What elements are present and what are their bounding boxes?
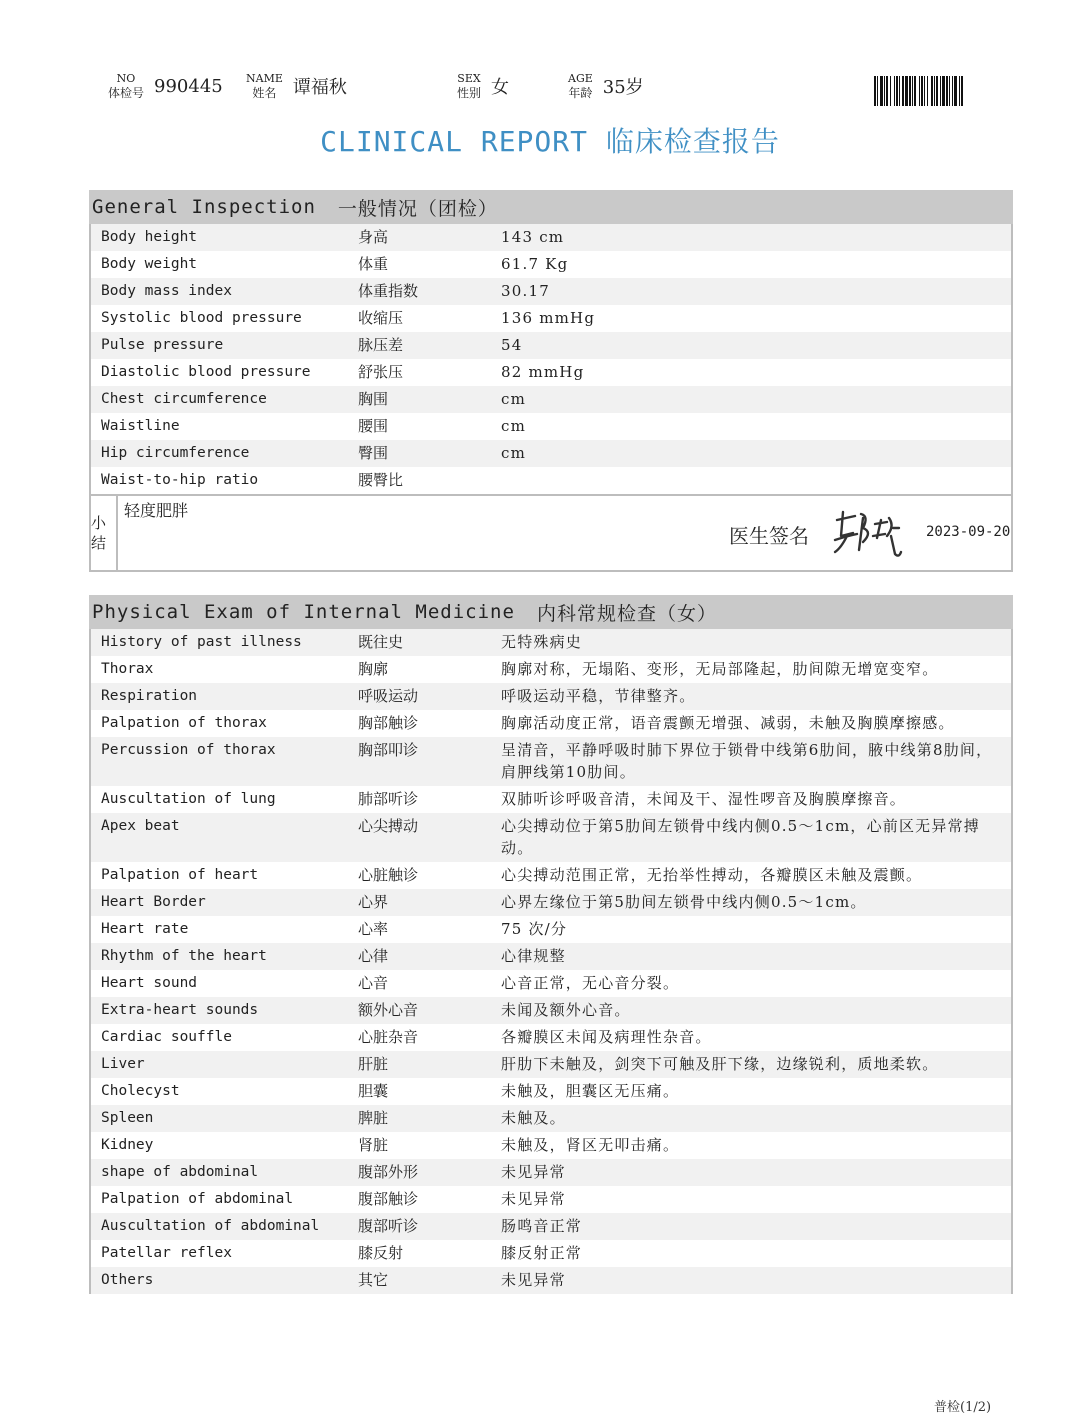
exam-number-value: 990445 bbox=[154, 75, 223, 97]
item-name-zh: 臀围 bbox=[358, 444, 389, 462]
item-value: 无特殊病史 bbox=[501, 633, 583, 651]
item-name-en: Body mass index bbox=[101, 283, 232, 299]
item-name-en: Hip circumference bbox=[101, 445, 250, 461]
general-inspection-header bbox=[89, 190, 1013, 224]
internal-medicine-row bbox=[91, 943, 1011, 970]
internal-medicine-row bbox=[91, 970, 1011, 997]
item-name-en: Liver bbox=[101, 1056, 145, 1072]
item-value: 肠鸣音正常 bbox=[501, 1217, 583, 1235]
general-inspection-row bbox=[91, 251, 1011, 278]
patient-name-field bbox=[246, 72, 347, 100]
item-value: 未见异常 bbox=[501, 1163, 566, 1181]
internal-medicine-rows bbox=[91, 629, 1011, 1294]
general-inspection-row bbox=[91, 305, 1011, 332]
general-inspection-title-en: General Inspection bbox=[92, 196, 316, 218]
item-name-en: Thorax bbox=[101, 661, 154, 677]
item-name-en: Palpation of thorax bbox=[101, 715, 267, 731]
item-name-en: Apex beat bbox=[101, 818, 180, 834]
item-value: 54 bbox=[501, 336, 523, 354]
item-value: 未触及。 bbox=[501, 1109, 566, 1127]
item-value: 膝反射正常 bbox=[501, 1244, 583, 1262]
item-value: 心律规整 bbox=[501, 947, 566, 965]
item-value: 心界左缘位于第5肋间左锁骨中线内侧0.5～1cm。 bbox=[501, 893, 867, 911]
item-name-zh: 心律 bbox=[358, 947, 389, 965]
internal-medicine-row bbox=[91, 1051, 1011, 1078]
internal-medicine-row bbox=[91, 1267, 1011, 1294]
internal-medicine-title-zh: 内科常规检查（女） bbox=[536, 602, 717, 625]
internal-medicine-row bbox=[91, 916, 1011, 943]
general-inspection-row bbox=[91, 386, 1011, 413]
item-name-en: shape of abdominal bbox=[101, 1164, 259, 1180]
item-name-en: Extra-heart sounds bbox=[101, 1002, 259, 1018]
internal-medicine-section bbox=[89, 595, 1013, 1294]
item-value: 心音正常，无心音分裂。 bbox=[501, 974, 680, 992]
item-name-zh: 舒张压 bbox=[358, 363, 404, 381]
internal-medicine-row bbox=[91, 710, 1011, 737]
item-name-zh: 身高 bbox=[358, 228, 389, 246]
internal-medicine-row bbox=[91, 786, 1011, 813]
item-name-en: Cholecyst bbox=[101, 1083, 180, 1099]
internal-medicine-row bbox=[91, 997, 1011, 1024]
item-name-zh: 脉压差 bbox=[358, 336, 404, 354]
item-name-en: Chest circumference bbox=[101, 391, 267, 407]
item-value: 呼吸运动平稳，节律整齐。 bbox=[501, 687, 696, 705]
item-name-zh: 胸廓 bbox=[358, 660, 389, 678]
item-name-zh: 腹部触诊 bbox=[358, 1190, 419, 1208]
item-name-zh: 心界 bbox=[358, 893, 389, 911]
item-value: cm bbox=[501, 390, 527, 408]
internal-medicine-row bbox=[91, 629, 1011, 656]
item-name-zh: 腰围 bbox=[358, 417, 389, 435]
item-name-zh: 心脏触诊 bbox=[358, 866, 419, 884]
patient-name-label: NAME 姓名 bbox=[246, 72, 283, 100]
item-name-zh: 其它 bbox=[358, 1271, 389, 1289]
summary-label: 小结 bbox=[91, 496, 118, 570]
internal-medicine-row bbox=[91, 683, 1011, 710]
item-value: 30.17 bbox=[501, 282, 550, 300]
item-name-en: Pulse pressure bbox=[101, 337, 224, 353]
summary-box bbox=[91, 494, 1011, 572]
signature-label: 医生签名 bbox=[729, 524, 809, 548]
internal-medicine-row bbox=[91, 1240, 1011, 1267]
signature-date: 2023-09-20 bbox=[926, 524, 1011, 540]
item-value: cm bbox=[501, 417, 527, 435]
item-name-zh: 腹部外形 bbox=[358, 1163, 419, 1181]
internal-medicine-row bbox=[91, 889, 1011, 916]
item-name-zh: 心音 bbox=[358, 974, 389, 992]
item-name-en: Auscultation of abdominal bbox=[101, 1218, 320, 1234]
internal-medicine-row bbox=[91, 1213, 1011, 1240]
item-value: 未触及，肾区无叩击痛。 bbox=[501, 1136, 680, 1154]
item-name-en: Palpation of heart bbox=[101, 867, 259, 883]
internal-medicine-title-en: Physical Exam of Internal Medicine bbox=[92, 601, 515, 623]
internal-medicine-row bbox=[91, 1105, 1011, 1132]
item-value: 心尖搏动位于第5肋间左锁骨中线内侧0.5～1cm，心前区无异常搏动。 bbox=[501, 817, 980, 857]
item-value: 136 mmHg bbox=[501, 309, 596, 327]
item-name-en: Cardiac souffle bbox=[101, 1029, 232, 1045]
age-value: 35岁 bbox=[602, 77, 644, 98]
item-value: 75 次/分 bbox=[501, 920, 568, 938]
item-name-en: Spleen bbox=[101, 1110, 154, 1126]
item-value: 胸廓对称，无塌陷、变形，无局部隆起，肋间隙无增宽变窄。 bbox=[501, 660, 939, 678]
item-name-zh: 心尖搏动 bbox=[358, 817, 419, 835]
general-inspection-row bbox=[91, 332, 1011, 359]
item-name-zh: 胸部触诊 bbox=[358, 714, 419, 732]
item-value: 未见异常 bbox=[501, 1271, 566, 1289]
item-value: 143 cm bbox=[501, 228, 565, 246]
exam-number-field bbox=[108, 72, 223, 100]
item-name-zh: 收缩压 bbox=[358, 309, 404, 327]
item-value: 双肺听诊呼吸音清，未闻及干、湿性啰音及胸膜摩擦音。 bbox=[501, 790, 907, 808]
sex-label: SEX 性别 bbox=[457, 72, 482, 100]
patient-name-value: 谭福秋 bbox=[292, 77, 347, 98]
item-name-zh: 胸围 bbox=[358, 390, 389, 408]
item-name-en: Heart rate bbox=[101, 921, 189, 937]
item-name-en: Diastolic blood pressure bbox=[101, 364, 311, 380]
item-name-zh: 腰臀比 bbox=[358, 471, 404, 489]
item-name-en: Auscultation of lung bbox=[101, 791, 276, 807]
item-name-zh: 脾脏 bbox=[358, 1109, 389, 1127]
barcode bbox=[874, 76, 1016, 106]
general-inspection-rows bbox=[91, 224, 1011, 494]
age-field bbox=[568, 72, 644, 100]
item-name-en: Respiration bbox=[101, 688, 198, 704]
general-inspection-row bbox=[91, 359, 1011, 386]
exam-number-label: NO 体检号 bbox=[108, 72, 145, 100]
item-name-zh: 胆囊 bbox=[358, 1082, 389, 1100]
sex-value: 女 bbox=[491, 77, 510, 98]
item-name-en: Systolic blood pressure bbox=[101, 310, 302, 326]
item-value: 未见异常 bbox=[501, 1190, 566, 1208]
item-name-zh: 呼吸运动 bbox=[358, 687, 419, 705]
summary-text: 轻度肥胖 bbox=[124, 501, 189, 520]
item-name-en: Palpation of abdominal bbox=[101, 1191, 294, 1207]
item-name-zh: 心率 bbox=[358, 920, 389, 938]
general-inspection-row bbox=[91, 413, 1011, 440]
doctor-signature bbox=[829, 506, 909, 562]
internal-medicine-header bbox=[89, 595, 1013, 629]
general-inspection-table bbox=[89, 224, 1013, 572]
internal-medicine-row bbox=[91, 1159, 1011, 1186]
item-value: 未触及，胆囊区无压痛。 bbox=[501, 1082, 680, 1100]
general-inspection-title-zh: 一般情况（团检） bbox=[337, 197, 498, 220]
item-name-zh: 既往史 bbox=[358, 633, 404, 651]
general-inspection-row bbox=[91, 440, 1011, 467]
item-value bbox=[501, 469, 1011, 491]
item-name-zh: 体重 bbox=[358, 255, 389, 273]
item-value: cm bbox=[501, 444, 527, 462]
internal-medicine-row bbox=[91, 1024, 1011, 1051]
item-name-en: Heart Border bbox=[101, 894, 206, 910]
sex-field bbox=[457, 72, 509, 100]
general-inspection-row bbox=[91, 467, 1011, 494]
item-name-en: Body height bbox=[101, 229, 198, 245]
age-label: AGE 年龄 bbox=[568, 72, 593, 100]
item-name-en: Others bbox=[101, 1272, 154, 1288]
internal-medicine-row bbox=[91, 813, 1011, 862]
item-name-en: Waist-to-hip ratio bbox=[101, 472, 259, 488]
report-title: CLINICAL REPORT 临床检查报告 bbox=[320, 125, 780, 158]
item-name-zh: 肺部听诊 bbox=[358, 790, 419, 808]
internal-medicine-row bbox=[91, 1078, 1011, 1105]
item-value: 82 mmHg bbox=[501, 363, 585, 381]
item-value: 61.7 Kg bbox=[501, 255, 569, 273]
item-value: 未闻及额外心音。 bbox=[501, 1001, 631, 1019]
item-value: 胸廓活动度正常，语音震颤无增强、减弱，未触及胸膜摩擦感。 bbox=[501, 714, 955, 732]
item-name-zh: 膝反射 bbox=[358, 1244, 404, 1262]
item-name-zh: 心脏杂音 bbox=[358, 1028, 419, 1046]
general-inspection-row bbox=[91, 278, 1011, 305]
item-name-zh: 体重指数 bbox=[358, 282, 419, 300]
item-name-en: History of past illness bbox=[101, 634, 302, 650]
item-name-zh: 肾脏 bbox=[358, 1136, 389, 1154]
item-value: 心尖搏动范围正常，无抬举性搏动，各瓣膜区未触及震颤。 bbox=[501, 866, 923, 884]
item-name-en: Waistline bbox=[101, 418, 180, 434]
item-name-zh: 腹部听诊 bbox=[358, 1217, 419, 1235]
item-name-zh: 肝脏 bbox=[358, 1055, 389, 1073]
internal-medicine-row bbox=[91, 862, 1011, 889]
internal-medicine-row bbox=[91, 1186, 1011, 1213]
item-value: 肝肋下未触及，剑突下可触及肝下缘，边缘锐利，质地柔软。 bbox=[501, 1055, 939, 1073]
item-name-en: Percussion of thorax bbox=[101, 742, 276, 758]
item-value: 各瓣膜区未闻及病理性杂音。 bbox=[501, 1028, 712, 1046]
item-name-en: Rhythm of the heart bbox=[101, 948, 267, 964]
item-name-zh: 额外心音 bbox=[358, 1001, 419, 1019]
item-value: 呈清音，平静呼吸时肺下界位于锁骨中线第6肋间，腋中线第8肋间，肩胛线第10肋间。 bbox=[501, 741, 993, 781]
item-name-en: Heart sound bbox=[101, 975, 198, 991]
item-name-en: Patellar reflex bbox=[101, 1245, 232, 1261]
internal-medicine-row bbox=[91, 656, 1011, 683]
item-name-zh: 胸部叩诊 bbox=[358, 741, 419, 759]
general-inspection-section bbox=[89, 190, 1013, 572]
barcode-bar bbox=[961, 76, 963, 106]
item-name-en: Kidney bbox=[101, 1137, 154, 1153]
item-name-en: Body weight bbox=[101, 256, 198, 272]
page-footer: 普检(1/2) bbox=[934, 1400, 992, 1415]
general-inspection-row bbox=[91, 224, 1011, 251]
internal-medicine-table bbox=[89, 629, 1013, 1294]
internal-medicine-row bbox=[91, 1132, 1011, 1159]
internal-medicine-row bbox=[91, 737, 1011, 786]
